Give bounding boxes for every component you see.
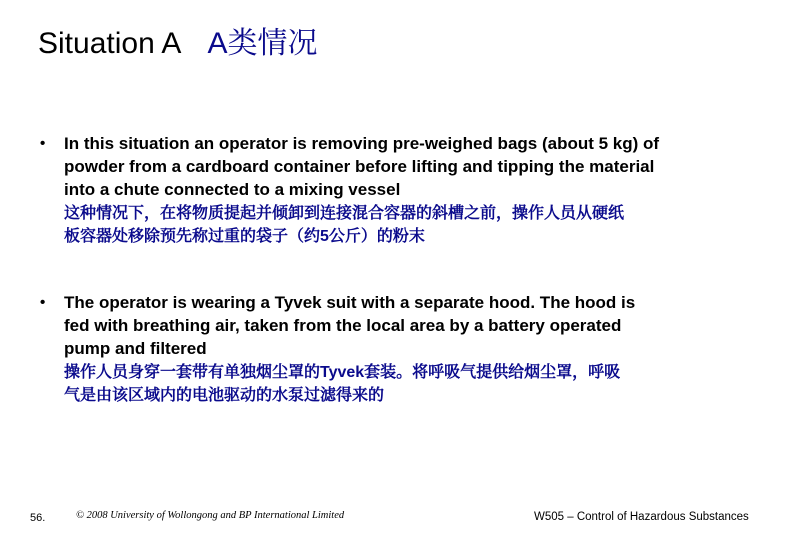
- bullet-text-english: The operator is wearing a Tyvek suit with a separate hood. The hood is fed with breathing air, taken from the local area by a battery operated pump and filtered: [64, 293, 636, 358]
- title-english: Situation A: [38, 27, 182, 60]
- bullet-item: [40, 132, 780, 248]
- bullet-text-english: In this situation an operator is removing pre‑weighed bags (about 5 kg) of powder from a cardboard container before lifting and tipping the material into a chute connected to a mixing vessel: [64, 134, 660, 199]
- bullet-text-chinese: 操作人员身穿一套带有单独烟尘罩的Tyvek套装。将呼吸气提供给烟尘罩，呼吸 气是由该区域内的电池驱动的水泵过滤得来的: [64, 364, 621, 404]
- copyright-notice: © 2008 University of Wollongong and BP International Limited: [76, 510, 345, 521]
- slide-number: 56.: [30, 512, 46, 524]
- bullet-marker: •: [40, 135, 46, 152]
- slide-title: [38, 24, 317, 64]
- bullet-marker: •: [40, 294, 46, 311]
- title-chinese: A类情况: [207, 27, 318, 60]
- bullet-text-chinese: 这种情况下，在将物质提起并倾卸到连接混合容器的斜槽之前，操作人员从硬纸 板容器处移除预先称过重的袋子（约5公斤）的粉末: [64, 205, 625, 245]
- course-title: W505 – Control of Hazardous Substances: [534, 511, 749, 523]
- bullet-item: [40, 291, 780, 407]
